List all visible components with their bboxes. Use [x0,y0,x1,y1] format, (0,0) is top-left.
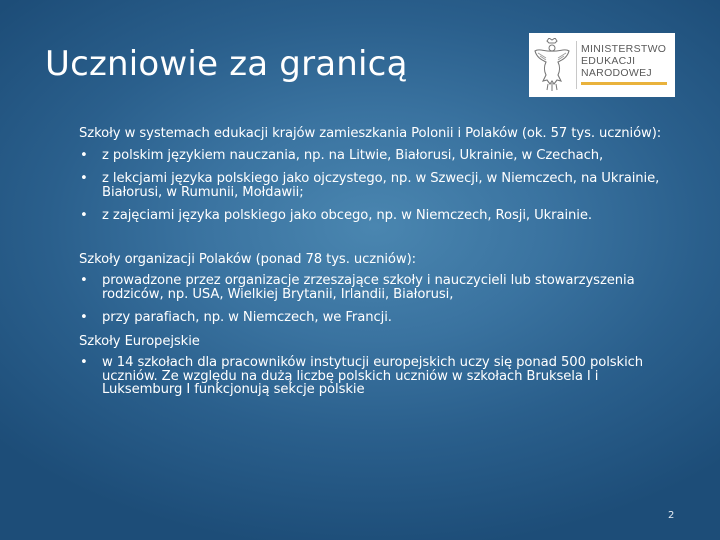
list-item-text: z lekcjami języka polskiego jako ojczystego, np. w Szwecji, w Niemczech, na Ukrainie, Białorusi, w Rumunii, Mołdawii; [102,171,660,200]
bullet-icon: • [80,147,88,163]
list-item [79,172,674,199]
slide-title: Uczniowie za granicą [45,44,408,84]
section-heading-organizations: Szkoły organizacji Polaków (ponad 78 tys. uczniów): [79,251,416,267]
list-item-text: przy parafiach, np. w Niemczech, we Francji. [102,310,392,325]
bullet-icon: • [80,310,88,325]
logo-wordmark [581,43,666,79]
list-item-text: z zajęciami języka polskiego jako obcego, np. w Niemczech, Rosji, Ukrainie. [102,208,592,223]
slide-body [79,127,674,397]
section-heading-systems: Szkoły w systemach edukacji krajów zamieszkania Polonii i Polaków (ok. 57 tys. uczniów): [79,126,662,141]
list-item [79,209,674,223]
section-heading-european-schools: Szkoły Europejskie [79,333,200,349]
list-item-text: prowadzone przez organizacje zrzeszające szkoły i nauczycieli lub stowarzyszenia rodziców, np. USA, Wielkiej Brytanii, Irlandii, Białorusi, [102,273,635,302]
white-eagle-emblem-icon [533,38,571,92]
list-item [79,356,674,397]
list-item [79,149,674,163]
logo-divider [576,41,577,89]
list-item-text: w 14 szkołach dla pracowników instytucji europejskich uczy się ponad 500 polskich uczniów. Ze względu na dużą liczbę polskich uczniów w szkołach Bruksela I i Luksemburg I funkcjonują sekcje polskie [102,355,644,397]
bullet-icon: • [80,171,88,186]
logo-accent-bar [581,82,667,85]
list-item [79,274,674,301]
logo-line-3: NARODOWEJ [581,67,652,79]
logo-line-1: MINISTERSTWO [581,43,667,55]
logo-line-2: EDUKACJI [581,55,636,67]
list-item-text: z polskim językiem nauczania, np. na Litwie, Białorusi, Ukrainie, w Czechach, [102,147,604,163]
bullet-icon: • [80,208,88,223]
bullet-icon: • [80,355,88,370]
ministry-logo [529,33,675,97]
bullet-icon: • [80,273,88,288]
page-number: 2 [668,510,675,521]
list-item [79,311,674,325]
